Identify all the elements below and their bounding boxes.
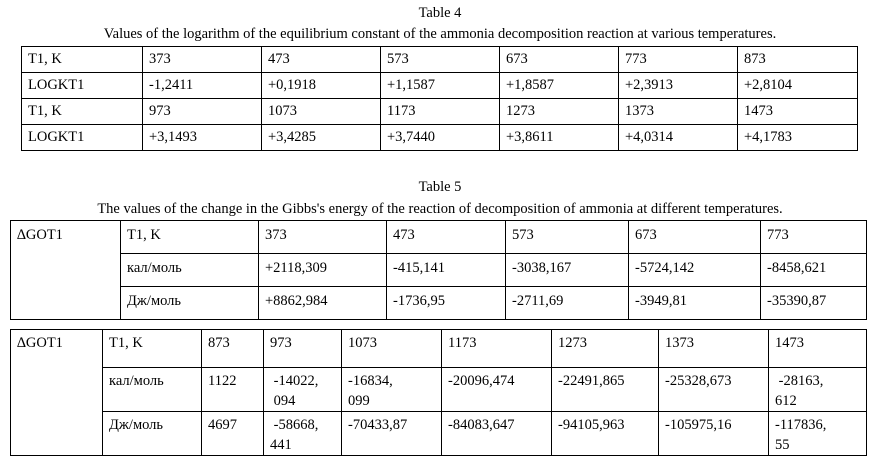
table5-cell: -8458,621 <box>761 254 867 287</box>
table4-cell: 1373 <box>619 99 738 125</box>
table6-cell: -22491,865 <box>552 368 659 412</box>
table6-spacer <box>11 368 103 412</box>
table4-cell: 1273 <box>500 99 619 125</box>
table6-row <box>11 412 867 456</box>
table4 <box>21 46 858 151</box>
table4-cell: -1,2411 <box>143 73 262 99</box>
table5-cell: 473 <box>387 221 506 254</box>
table6-cell: 873 <box>202 330 264 368</box>
table5-cell: -35390,87 <box>761 287 867 320</box>
table4-row <box>22 73 858 99</box>
table5-cell: +2118,309 <box>259 254 387 287</box>
table4-cell: 1473 <box>738 99 858 125</box>
table4-cell: 1073 <box>262 99 381 125</box>
table6-row-label: ∆GOT1 <box>11 330 103 368</box>
table5-cell: 673 <box>629 221 761 254</box>
table4-cell: +3,4285 <box>262 125 381 151</box>
table4-row <box>22 47 858 73</box>
table4-row-header: T1, K <box>22 47 143 73</box>
table5-cell: -5724,142 <box>629 254 761 287</box>
table5-cell: +8862,984 <box>259 287 387 320</box>
table6-cell: 973 <box>264 330 342 368</box>
table4-body <box>22 47 858 151</box>
table6-cell: -14022, 094 <box>264 368 342 412</box>
table4-caption: Values of the logarithm of the equilibrium constant of the ammonia decomposition reaction at various temperatures. <box>103 26 777 42</box>
table4-label: Table 4 <box>418 5 462 21</box>
table5-row-label: ∆GOT1 <box>11 221 121 254</box>
table4-row-header: T1, K <box>22 99 143 125</box>
table6-cell: 1073 <box>342 330 442 368</box>
table4-cell: +2,8104 <box>738 73 858 99</box>
table6-cell: -84083,647 <box>442 412 552 456</box>
table5-cell: -3949,81 <box>629 287 761 320</box>
table6-row <box>11 368 867 412</box>
table5-unit-cell: Дж/моль <box>121 287 259 320</box>
table6-cell: -70433,87 <box>342 412 442 456</box>
table5-row <box>11 287 867 320</box>
table6-cell: 1473 <box>769 330 867 368</box>
table6-cell: 4697 <box>202 412 264 456</box>
table4-cell: +3,1493 <box>143 125 262 151</box>
table6-row <box>11 330 867 368</box>
table6-spacer <box>11 412 103 456</box>
table6-cell: -28163, 612 <box>769 368 867 412</box>
table5-unit-cell: кал/моль <box>121 254 259 287</box>
table6-cell: -117836, 55 <box>769 412 867 456</box>
table6-cell: 1373 <box>659 330 769 368</box>
table5-row <box>11 254 867 287</box>
table4-cell: +0,1918 <box>262 73 381 99</box>
table6-cell: -58668, 441 <box>264 412 342 456</box>
table5-cell: -2711,69 <box>506 287 629 320</box>
table5-cell: -1736,95 <box>387 287 506 320</box>
table5-label: Table 5 <box>418 179 462 195</box>
table4-cell: 773 <box>619 47 738 73</box>
table5-spacer <box>11 254 121 287</box>
table4-cell: 573 <box>381 47 500 73</box>
table5-cell: -3038,167 <box>506 254 629 287</box>
table4-cell: +2,3913 <box>619 73 738 99</box>
table4-cell: +3,7440 <box>381 125 500 151</box>
table4-row-header: LOGKT1 <box>22 125 143 151</box>
table5-cell: -415,141 <box>387 254 506 287</box>
table6-cell: 1122 <box>202 368 264 412</box>
table4-cell: 373 <box>143 47 262 73</box>
table6-cell: -16834, 099 <box>342 368 442 412</box>
table4-cell: 873 <box>738 47 858 73</box>
table6-unit-cell: кал/моль <box>103 368 202 412</box>
table4-row-header: LOGKT1 <box>22 73 143 99</box>
table4-cell: +1,8587 <box>500 73 619 99</box>
table5-unit-cell: T1, K <box>121 221 259 254</box>
table5-cell: 773 <box>761 221 867 254</box>
table6-cell: -105975,16 <box>659 412 769 456</box>
table6-cell: 1173 <box>442 330 552 368</box>
table4-cell: +4,1783 <box>738 125 858 151</box>
table5-spacer <box>11 287 121 320</box>
table4-cell: +4,0314 <box>619 125 738 151</box>
table5-cell: 573 <box>506 221 629 254</box>
table6-cell: -94105,963 <box>552 412 659 456</box>
table5-caption: The values of the change in the Gibbs's energy of the reaction of decomposition of ammonia at different temperatures. <box>97 201 783 217</box>
table5 <box>10 220 867 320</box>
table4-row <box>22 99 858 125</box>
table5-cell: 373 <box>259 221 387 254</box>
table6 <box>10 329 867 456</box>
table6-unit-cell: T1, K <box>103 330 202 368</box>
table4-cell: 1173 <box>381 99 500 125</box>
table4-row <box>22 125 858 151</box>
table5-row <box>11 221 867 254</box>
table4-cell: +3,8611 <box>500 125 619 151</box>
table6-cell: -25328,673 <box>659 368 769 412</box>
table6-cell: 1273 <box>552 330 659 368</box>
table6-unit-cell: Дж/моль <box>103 412 202 456</box>
table6-cell: -20096,474 <box>442 368 552 412</box>
table4-cell: 673 <box>500 47 619 73</box>
table4-cell: +1,1587 <box>381 73 500 99</box>
table4-cell: 973 <box>143 99 262 125</box>
table4-cell: 473 <box>262 47 381 73</box>
